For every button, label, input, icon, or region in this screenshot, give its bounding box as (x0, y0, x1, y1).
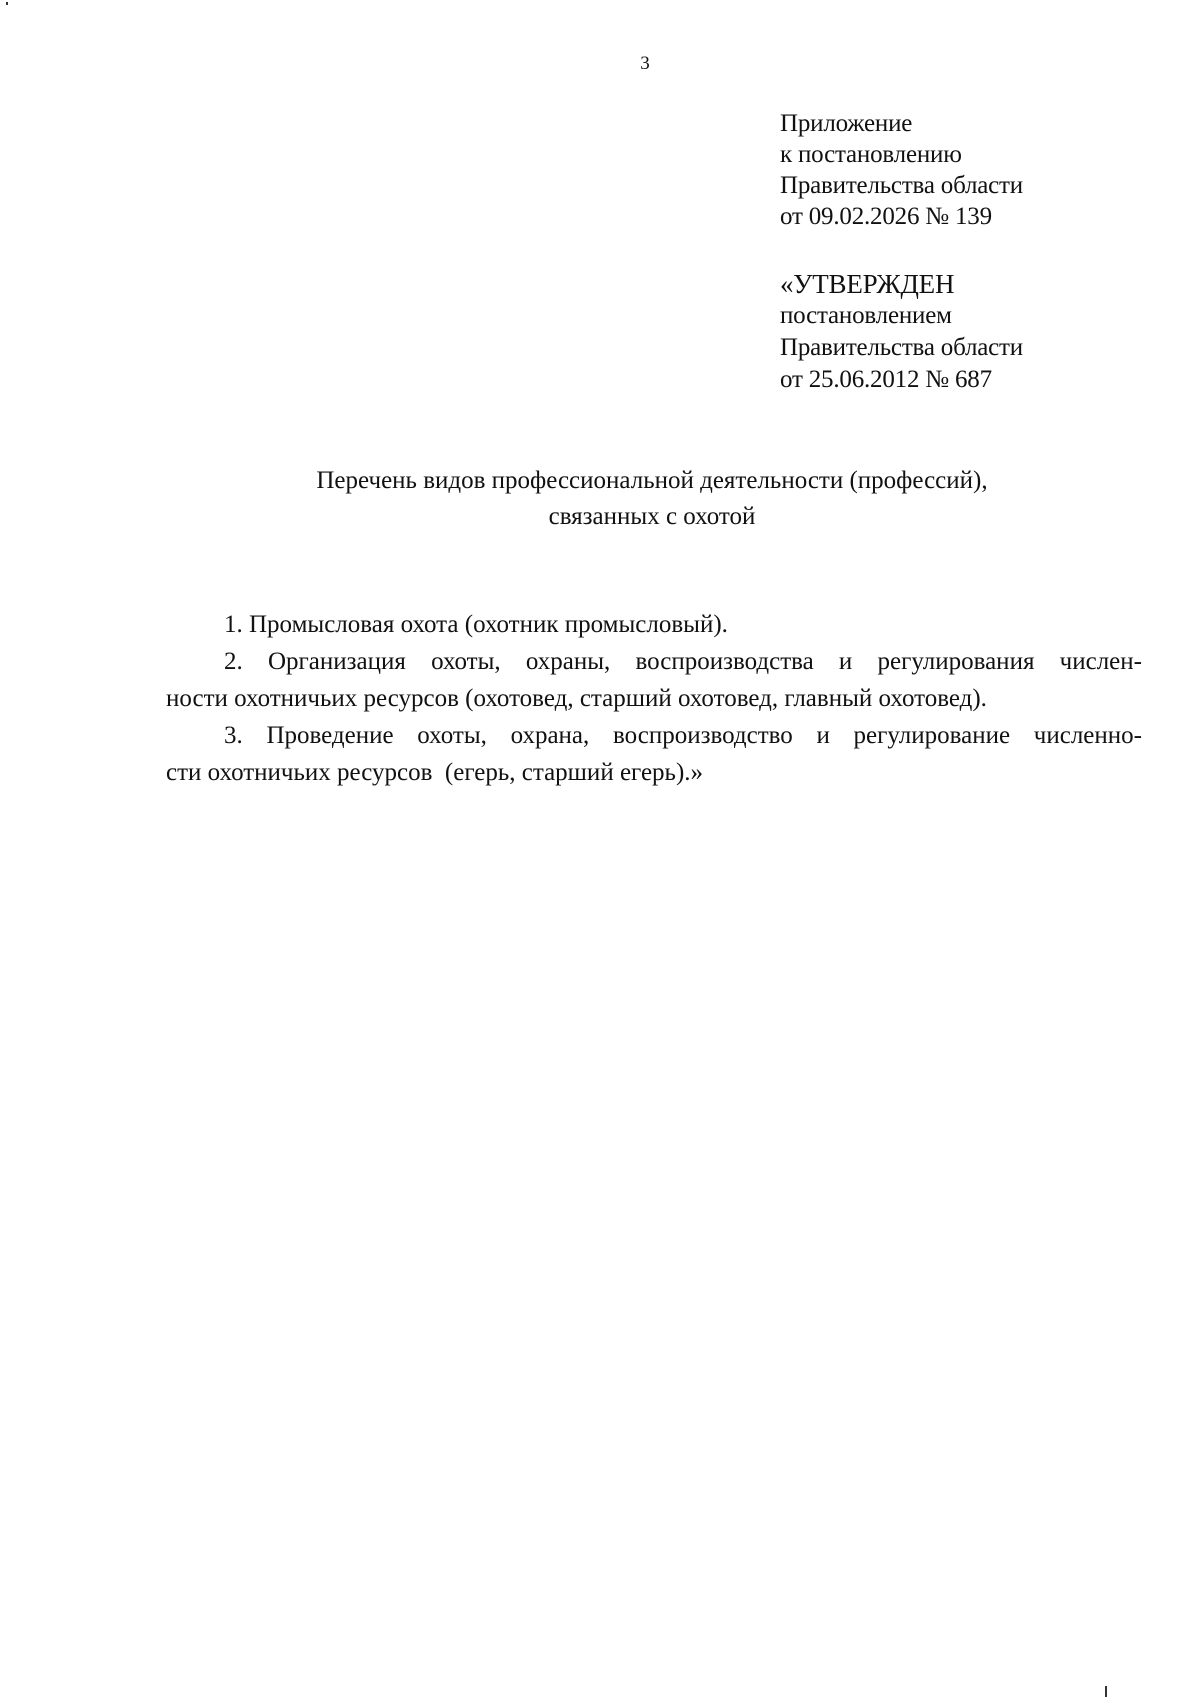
list-item-text: 1. Промысловая охота (охотник промысловый). (224, 611, 728, 638)
appendix-reference (780, 108, 1023, 232)
list-item-continuation: сти охотничьих ресурсов (егерь, старший егерь).» (166, 759, 704, 786)
document-title (0, 463, 1200, 535)
list-of-professions (166, 606, 1142, 791)
title-line: Перечень видов профессиональной деятельности (профессий), (316, 467, 988, 494)
scan-artifact-bottom-right (1105, 1686, 1107, 1697)
page-number: 3 (640, 53, 650, 74)
approved-line: от 25.06.2012 № 687 (780, 366, 992, 393)
approved-heading: «УТВЕРЖДЕН (780, 269, 955, 299)
scan-artifact-top-left (6, 2, 8, 5)
list-item-text: 3. Проведение охоты, охрана, воспроизводство и регулирование численно- (224, 722, 1142, 749)
approved-line: Правительства области (780, 334, 1023, 361)
appendix-line: от 09.02.2026 № 139 (780, 203, 992, 230)
appendix-line: к постановлению (780, 141, 962, 168)
appendix-line: Правительства области (780, 172, 1023, 199)
list-item-continuation: ности охотничьих ресурсов (охотовед, старший охотовед, главный охотовед). (166, 685, 987, 712)
approved-line: постановлением (780, 302, 952, 329)
title-line: связанных с охотой (548, 503, 756, 530)
appendix-line: Приложение (780, 110, 913, 137)
approved-reference (780, 268, 1023, 396)
list-item-text: 2. Организация охоты, охраны, воспроизводства и регулирования числен- (224, 648, 1142, 675)
list-item (166, 643, 1142, 680)
list-item (166, 717, 1142, 754)
list-item (166, 606, 1142, 643)
